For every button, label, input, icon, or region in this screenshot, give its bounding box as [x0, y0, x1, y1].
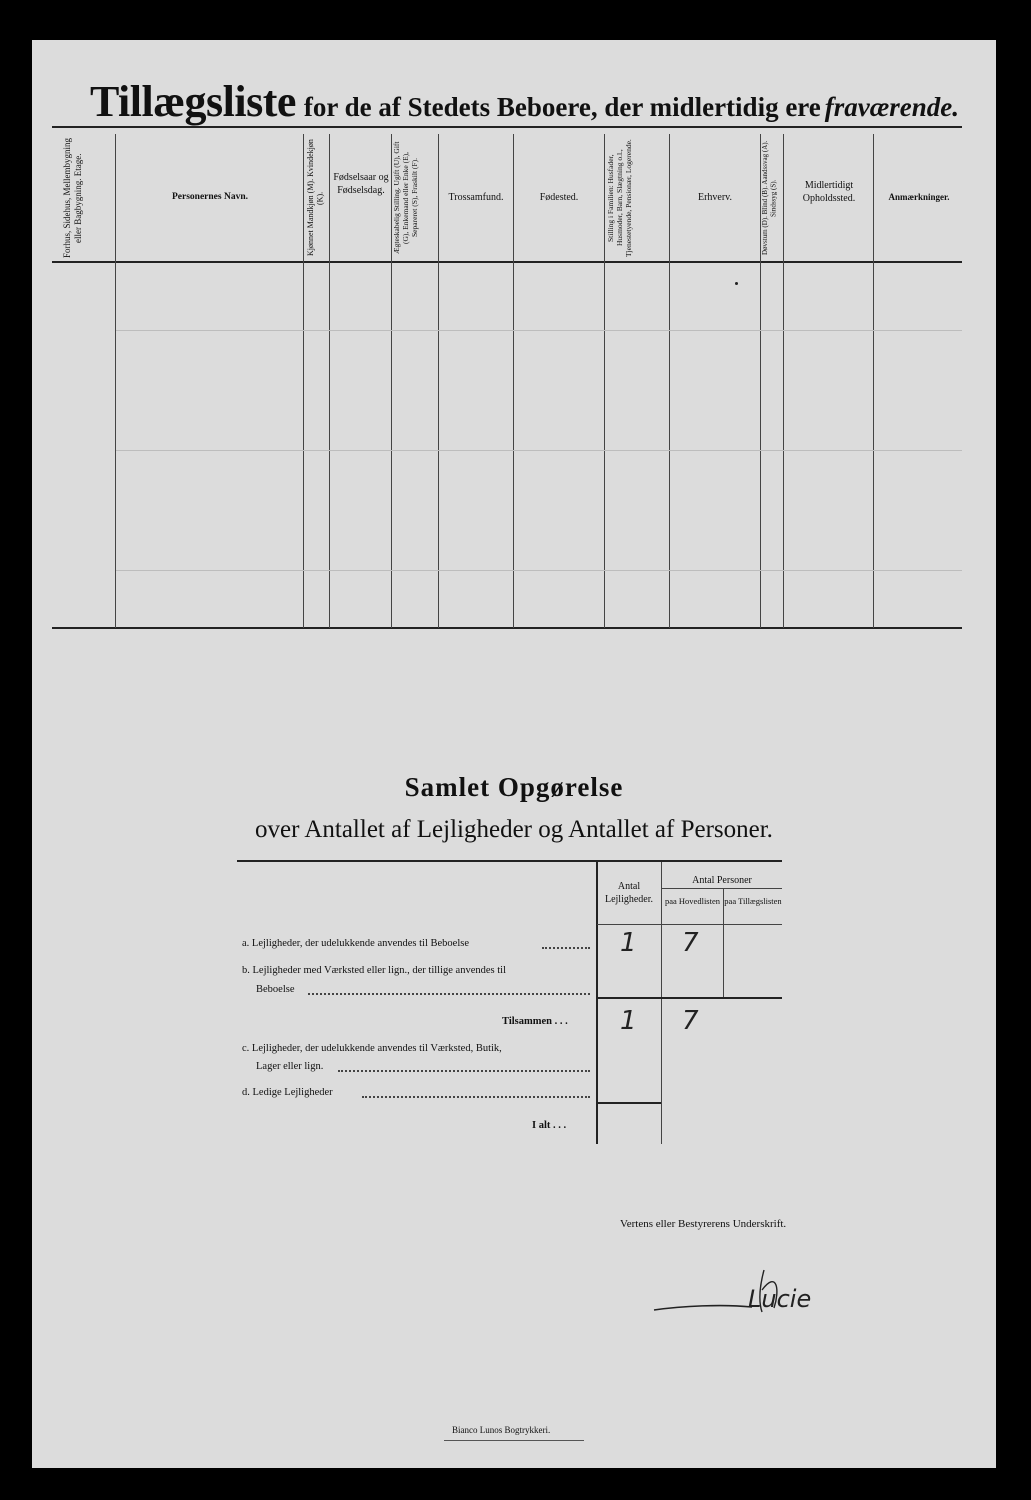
summary-row-c1: c. Lejligheder, der udelukkende anvendes til Værksted, Butik, [242, 1043, 502, 1054]
header-stilling: Stilling i Familien: Husfader, Husmoder, Barn, Slægtning o.l., Tjenestetyende, Pensionær, Logerende. [606, 139, 633, 257]
signature-label: Vertens eller Bestyrerens Underskrift. [620, 1218, 787, 1230]
summary-hdr-hoved: paa Hovedlisten [665, 896, 720, 906]
header-tro: Trossamfund. [448, 192, 504, 203]
table-top-rule [52, 126, 962, 128]
col-divider [513, 134, 514, 628]
summary-subtitle: over Antallet af Lejligheder og Antallet af Personer. [255, 816, 773, 843]
header-aegteskab: Ægteskabelig Stilling. Ugift (U), Gift (G), Enkemand eller Enke (E), Separeret (S), Fraskilt (F). [392, 141, 419, 255]
summary-rule [597, 924, 782, 925]
summary-hdr-tillaeg: paa Tillægslisten [724, 896, 782, 906]
row-a-antal: 1 [620, 928, 637, 958]
col-divider [604, 134, 605, 628]
row-line [116, 330, 962, 331]
summary-row-d: d. Ledige Lejligheder [242, 1087, 333, 1098]
leader-dots [338, 1069, 590, 1072]
col-divider [303, 134, 304, 628]
summary-row-c2: Lager eller lign. [256, 1061, 324, 1072]
tilsammen-hoved: 7 [682, 1006, 699, 1036]
header-dovstum: Døvstum (D). Blind (B). Aandssvag (A). Sindssyg (S). [761, 140, 778, 256]
printer-rule [444, 1440, 584, 1441]
col-divider [669, 134, 670, 628]
tilsammen-antal: 1 [620, 1006, 637, 1036]
signature-value: Lucie [748, 1285, 812, 1313]
header-forhus: Forhus, Sidehus, Mellembygning eller Bagbygning. Etage. [62, 137, 83, 258]
col-divider [329, 134, 330, 628]
summary-hdr-personer: Antal Personer [692, 875, 752, 886]
summary-row-b2: Beboelse [256, 984, 295, 995]
summary-rule [597, 1102, 661, 1104]
title-rest: for de af Stedets Beboere, der midlertidig ere [303, 92, 821, 122]
header-erhverv: Erhverv. [697, 192, 733, 203]
row-line [116, 570, 962, 571]
header-kjonnet: Kjønnet Mandkjøn (M). Kvindekjøn (K). [306, 139, 325, 257]
title-main: Tillægsliste [90, 77, 296, 126]
summary-tilsammen: Tilsammen . . . [502, 1016, 568, 1027]
leader-dots [542, 946, 590, 949]
col-divider [873, 134, 874, 628]
printer-imprint: Bianco Lunos Bogtrykkeri. [452, 1425, 551, 1435]
page-title [90, 76, 960, 127]
col-divider [115, 134, 116, 628]
col-divider [783, 134, 784, 628]
title-emph: fraværende. [824, 92, 960, 122]
summary-title: Samlet Opgørelse [404, 772, 624, 802]
summary-hdr-antal: Antal Lejligheder. [604, 881, 654, 905]
header-ophold: Midlertidigt Opholdssted. [802, 180, 856, 204]
header-navn: Personernes Navn. [172, 192, 248, 202]
row-line [116, 450, 962, 451]
header-anm: Anmærkninger. [888, 192, 950, 202]
summary-row-a: a. Lejligheder, der udelukkende anvendes til Beboelse [242, 938, 469, 949]
summary-row-b1: b. Lejligheder med Værksted eller lign., der tillige anvendes til [242, 965, 506, 976]
summary-rule [662, 888, 782, 889]
header-fodested: Fødested. [539, 192, 579, 203]
summary-i-alt: I alt . . . [532, 1120, 567, 1131]
summary-top-rule [237, 860, 782, 862]
col-divider [438, 134, 439, 628]
leader-dots [308, 992, 590, 995]
summary-rule [597, 997, 782, 999]
table-bottom-rule [52, 627, 962, 629]
summary-divider [661, 862, 662, 1144]
ink-mark [735, 282, 738, 285]
row-a-hoved: 7 [682, 928, 699, 958]
form-page [32, 40, 996, 1468]
table-header-rule [52, 261, 962, 263]
header-fodsel: Fødselsaar og Fødselsdag. [333, 172, 389, 196]
leader-dots [362, 1095, 590, 1098]
